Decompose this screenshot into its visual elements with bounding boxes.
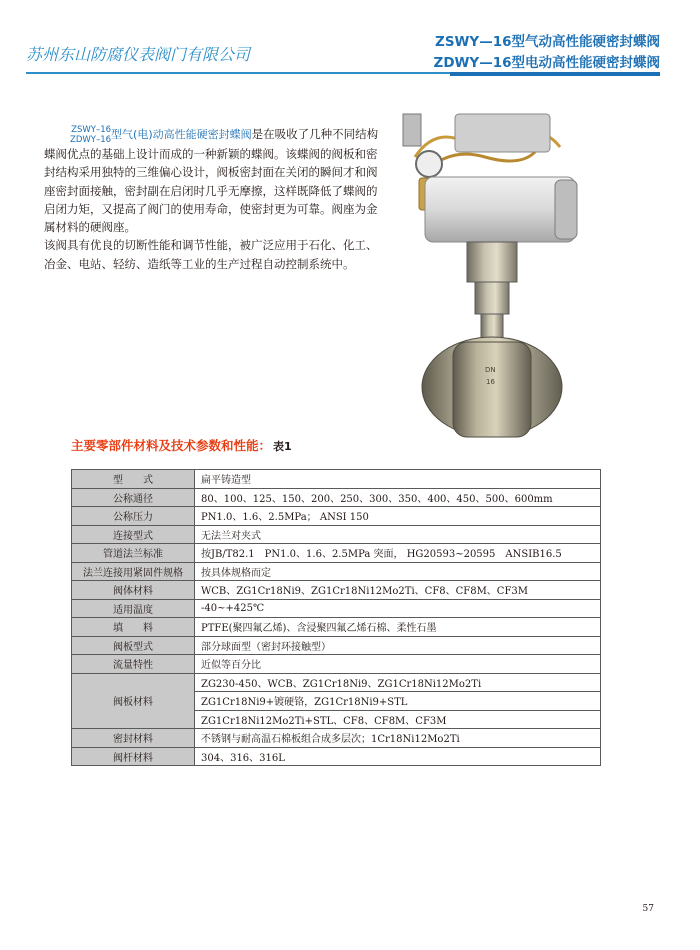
table-row xyxy=(72,562,601,581)
pressure-gauge-icon xyxy=(416,151,442,177)
row-value: ZG230-450、WCB、ZG1Cr18Ni9、ZG1Cr18Ni12Mo2Ti xyxy=(195,673,601,692)
table-title xyxy=(71,436,292,454)
actuator xyxy=(425,177,575,242)
spec-table xyxy=(71,469,601,766)
positioner-box xyxy=(455,114,550,152)
row-value: WCB、ZG1Cr18Ni9、ZG1Cr18Ni12Mo2Ti、CF8、CF8M、CF3M xyxy=(195,581,601,600)
valve-photo xyxy=(395,102,590,447)
row-key: 管道法兰标准 xyxy=(72,544,195,563)
table-row xyxy=(72,618,601,637)
company-name: 苏州东山防腐仪表阀门有限公司 xyxy=(26,45,251,64)
table-title-text: 主要零部件材料及技术参数和性能： xyxy=(71,438,272,453)
row-value: 304、316、316L xyxy=(195,747,601,766)
intro-text xyxy=(44,125,379,273)
row-value: 按具体规格而定 xyxy=(195,562,601,581)
solenoid xyxy=(403,114,421,146)
row-value: -40~+425℃ xyxy=(195,599,601,618)
table-row xyxy=(72,581,601,600)
row-key: 流量特性 xyxy=(72,655,195,674)
table-row xyxy=(72,636,601,655)
valve-body-front xyxy=(453,342,531,437)
body-marking-2: 16 xyxy=(486,378,495,386)
table-row xyxy=(72,599,601,618)
page-number: 57 xyxy=(642,904,654,914)
row-value: 无法兰对夹式 xyxy=(195,525,601,544)
row-value: ZG1Cr18Ni12Mo2Ti+STL、CF8、CF8M、CF3M xyxy=(195,710,601,729)
row-value: 扁平铸造型 xyxy=(195,470,601,489)
table-row xyxy=(72,673,601,692)
actuator-end-cap xyxy=(555,180,577,239)
header-rule-accent xyxy=(450,72,660,76)
row-value: 按JB/T82.1 PN1.0、1.6、2.5MPa 突面， HG20593~20595 ANSIB16.5 xyxy=(195,544,601,563)
row-value: ZG1Cr18Ni9+镀硬铬，ZG1Cr18Ni9+STL xyxy=(195,692,601,711)
row-key: 密封材料 xyxy=(72,729,195,748)
row-key: 阀体材料 xyxy=(72,581,195,600)
product-title-line-2: ZDWY—16型电动高性能硬密封蝶阀 xyxy=(433,55,660,71)
body-marking-1: DN xyxy=(485,366,496,374)
table-row xyxy=(72,525,601,544)
intro-lead: 型气(电)动高性能硬密封蝶阀 xyxy=(111,128,252,141)
row-key: 适用温度 xyxy=(72,599,195,618)
row-value: 80、100、125、150、200、250、300、350、400、450、500、600mm xyxy=(195,488,601,507)
row-value: PTFE(聚四氟乙烯)、含浸聚四氟乙烯石棉、柔性石墨 xyxy=(195,618,601,637)
table-row xyxy=(72,470,601,489)
row-key: 连接型式 xyxy=(72,525,195,544)
table-row xyxy=(72,729,601,748)
stem-yoke xyxy=(475,282,509,314)
row-key: 填 料 xyxy=(72,618,195,637)
row-key: 公称压力 xyxy=(72,507,195,526)
row-value: PN1.0、1.6、2.5MPa； ANSI 150 xyxy=(195,507,601,526)
row-key: 型 式 xyxy=(72,470,195,489)
mounting-bracket xyxy=(467,242,517,282)
row-key: 公称通径 xyxy=(72,488,195,507)
row-value: 近似等百分比 xyxy=(195,655,601,674)
table-number: 表1 xyxy=(273,440,292,453)
row-value: 部分球面型（密封环接触型） xyxy=(195,636,601,655)
table-row xyxy=(72,544,601,563)
table-row xyxy=(72,747,601,766)
row-key: 阀杆材料 xyxy=(72,747,195,766)
table-row xyxy=(72,507,601,526)
product-title-line-1: ZSWY—16型气动高性能硬密封蝶阀 xyxy=(435,34,660,50)
model-number-1: ZSWY–16 xyxy=(71,125,112,135)
intro-paragraph-1: 是在吸收了几种不同结构蝶阀优点的基础上设计而成的一种新颖的蝶阀。该蝶阀的阀板和密封结构采用独特的三维偏心设计，阀板密封面在关闭的瞬间才和阀座密封面接触，密封副在启闭时几乎无摩擦，这样既降低了蝶阀的启闭力矩，又提高了阀门的使用寿命，使密封更为可靠。阀座为金属材料的硬阀座。 xyxy=(44,127,379,235)
intro-paragraph-2: 该阀具有优良的切断性能和调节性能，被广泛应用于石化、化工、冶金、电站、轻纺、造纸等工业的生产过程自动控制系统中。 xyxy=(44,238,378,271)
row-key: 阀板材料 xyxy=(72,673,195,729)
row-key: 法兰连接用紧固件规格 xyxy=(72,562,195,581)
model-number-2: ZDWY–16 xyxy=(70,135,112,145)
row-key: 阀板型式 xyxy=(72,636,195,655)
row-value: 不锈钢与耐高温石棉板组合成多层次；1Cr18Ni12Mo2Ti xyxy=(195,729,601,748)
model-numbers xyxy=(70,125,111,145)
table-row xyxy=(72,655,601,674)
table-row xyxy=(72,488,601,507)
